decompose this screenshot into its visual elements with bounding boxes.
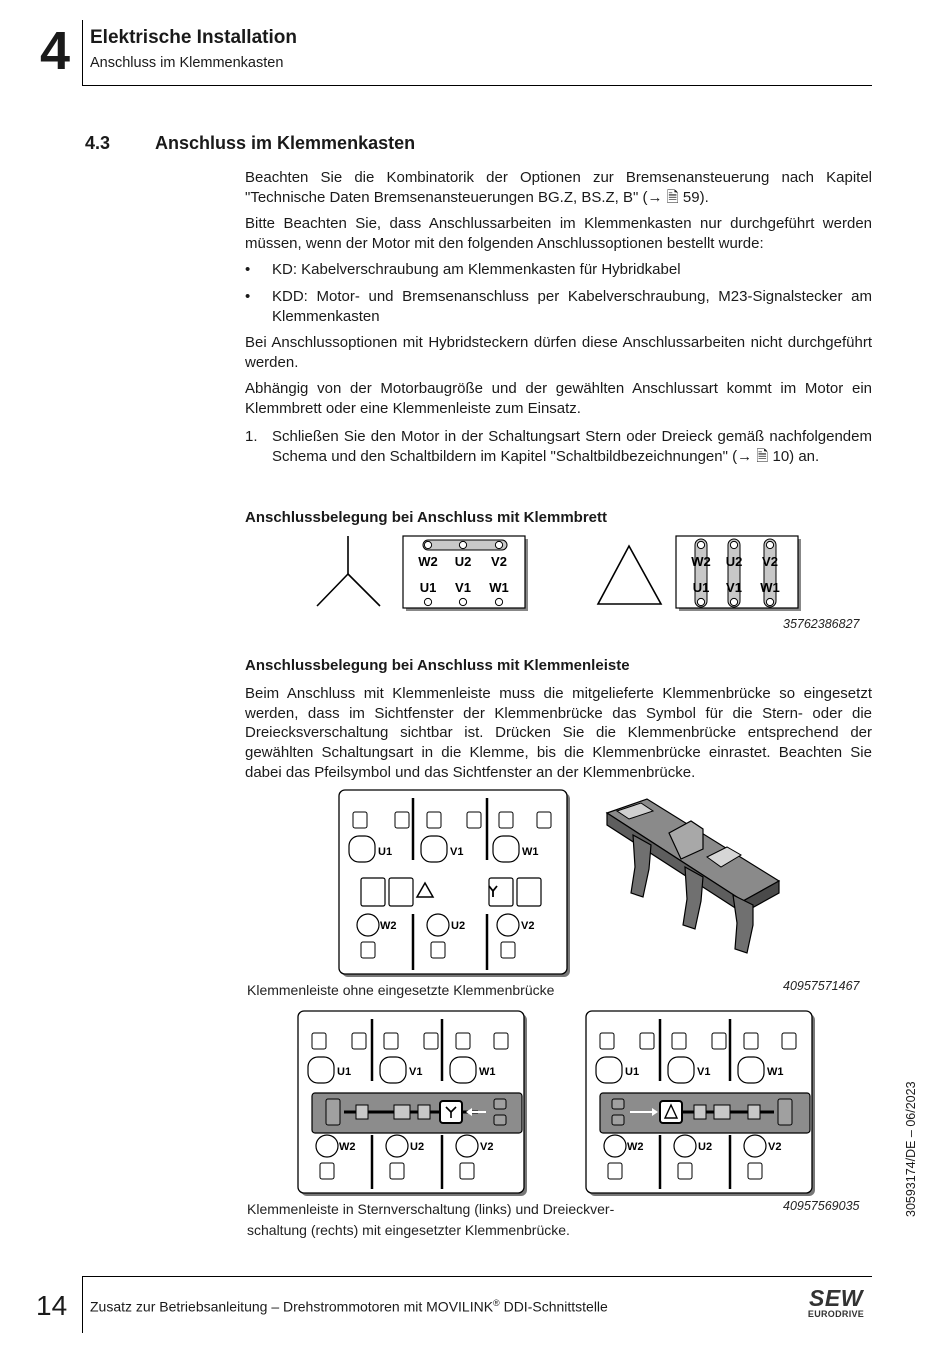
registered-mark: ® [493,1298,500,1308]
terminal-label-w1: W1 [760,580,780,595]
terminal-label-v2: V2 [491,554,507,569]
terminal-label-u1: U1 [419,580,437,595]
footer-text [90,1298,608,1315]
caption-with-bridge-line-1: Klemmenleiste in Sternverschaltung (links) und Dreieckver- [247,1201,615,1217]
klemmbrett-delta-diagram [676,536,802,612]
header-divider [82,20,83,86]
header-rule [82,85,872,86]
terminal-label-w2: W2 [339,1141,356,1153]
terminal-strip-star-diagram [298,1011,528,1197]
terminal-label-u1: U1 [692,580,710,595]
terminal-strip-delta-diagram [586,1011,816,1197]
terminal-label-v2: V2 [762,554,778,569]
figure-id-klemmbrett: 35762386827 [783,617,860,631]
footer-text-end: DDI-Schnittstelle [499,1298,608,1315]
terminal-label-v2: V2 [521,920,535,932]
terminal-label-u2: U2 [410,1141,425,1153]
chapter-title: Elektrische Installation [90,27,297,48]
section-title: Anschluss im Klemmenkasten [155,133,416,153]
paragraph-2: Bitte Beachten Sie, dass Anschlussarbeiten im Klemmenkasten nur durchgeführt werden müssen, wenn der Motor mit den folgenden Anschlussoptionen bestellt wurde: [245,215,872,252]
terminal-label-u2: U2 [698,1141,713,1153]
terminal-label-u1: U1 [378,846,393,858]
terminal-label-v2: V2 [480,1141,494,1153]
terminal-label-v1: V1 [726,580,742,595]
terminal-label-w2: W2 [691,554,711,569]
terminal-label-v1: V1 [455,580,471,595]
terminal-strip-empty-diagram [339,790,571,978]
footer-text-main: Zusatz zur Betriebsanleitung – Drehstrommotoren mit MOVILINK [90,1298,494,1315]
bullet-mark: • [245,288,251,305]
paragraph-4: Abhängig von der Motorbaugröße und der gewählten Anschlussart kommt im Motor ein Klemmbrett oder eine Klemmenleiste zum Einsatz. [245,380,872,417]
step-text: Schließen Sie den Motor in der Schaltungsart Stern oder Dreieck gemäß nachfolgendem Schema und den Schaltbildern im Kapitel "Schaltbildbezeichnungen" (→ 🗎 10) an. [272,428,872,465]
klemmenleiste-paragraph: Beim Anschluss mit Klemmenleiste muss die mitgelieferte Klemmenbrücke so eingesetzt werden, dass im Sichtfenster der Klemmenbrücke das Symbol für die Stern- oder die Dreiecksverschaltung sichtbar ist. Drücken Sie die Klemmenbrücke entsprechend der gewählten Schaltungsart in die Klemme, bis die Klemmenbrücke einrastet. Beachten Sie dabei das Pfeilsymbol und das Sichtfenster an der Klemmenbrücke. [245,685,872,781]
terminal-label-w2: W2 [418,554,438,569]
page-number: 14 [36,1290,68,1321]
terminal-label-u1: U1 [625,1066,640,1078]
klemmbrett-star-diagram [403,536,529,612]
figure-id-klemmenleiste-1: 40957571467 [783,979,860,993]
terminal-label-v1: V1 [409,1066,423,1078]
bullet-text: KD: Kabelverschraubung am Klemmenkasten für Hybridkabel [272,261,681,278]
terminal-label-w2: W2 [380,920,397,932]
terminal-label-w1: W1 [767,1066,784,1078]
terminal-label-u2: U2 [725,554,743,569]
bullet-text: KDD: Motor- und Bremsenanschluss per Kabelverschraubung, M23-Signalstecker am Klemmenkasten [272,288,872,325]
terminal-label-v2: V2 [768,1141,782,1153]
terminal-label-v1: V1 [697,1066,711,1078]
caption-with-bridge-line-2: schaltung (rechts) mit eingesetzter Klemmenbrücke. [247,1222,570,1238]
terminal-label-w2: W2 [627,1141,644,1153]
paragraph-1: Beachten Sie die Kombinatorik der Optionen zur Bremsenansteuerung nach Kapitel "Technische Daten Bremsenansteuerungen BG.Z, BS.Z, B" (→ 🗎 59). [245,169,872,206]
terminal-bridge-3d-illustration [603,797,781,957]
klemmenleiste-heading: Anschlussbelegung bei Anschluss mit Klemmenleiste [245,657,630,674]
section-number: 4.3 [85,133,111,153]
star-connection-icon [315,536,383,608]
klemmbrett-heading: Anschlussbelegung bei Anschluss mit Klemmbrett [245,509,608,526]
terminal-label-u2: U2 [451,920,466,932]
sew-eurodrive-logo [800,1287,872,1319]
paragraph-3: Bei Anschlussoptionen mit Hybridsteckern dürfen diese Anschlussarbeiten nicht durchgeführt werden. [245,334,872,371]
terminal-label-w1: W1 [489,580,509,595]
caption-without-bridge: Klemmenleiste ohne eingesetzte Klemmenbrücke [247,982,555,998]
footer-rule [82,1276,872,1277]
bullet-mark: • [245,261,251,278]
logo-eurodrive: EURODRIVE [807,1309,865,1319]
figure-id-klemmenleiste-2: 40957569035 [783,1199,860,1213]
terminal-label-u1: U1 [337,1066,352,1078]
terminal-label-w1: W1 [479,1066,496,1078]
step-number: 1. [245,428,258,445]
chapter-number: 4 [40,21,71,81]
delta-connection-icon [597,544,663,606]
terminal-label-v1: V1 [450,846,464,858]
chapter-subtitle: Anschluss im Klemmenkasten [90,55,284,71]
logo-sew: SEW [809,1285,863,1311]
document-id: 30593174/DE – 06/2023 [904,1081,918,1217]
terminal-label-w1: W1 [522,846,539,858]
terminal-label-u2: U2 [454,554,472,569]
footer-divider [82,1277,83,1333]
